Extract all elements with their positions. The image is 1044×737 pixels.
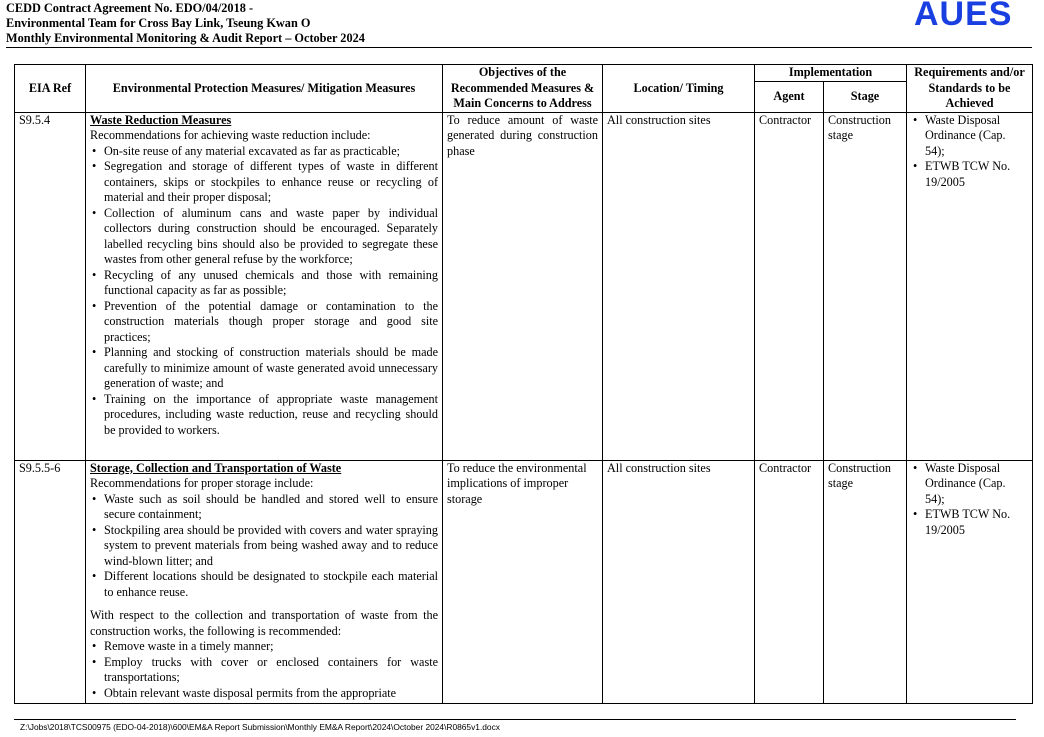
list-item: • Waste such as soil should be handled and stored well to ensure secure containment; <box>90 492 438 523</box>
requirements-list <box>911 113 1028 191</box>
stage-cell: Construction stage <box>824 112 907 460</box>
list-item: • Obtain relevant waste disposal permits from the appropriate <box>90 686 438 702</box>
col-stage: Stage <box>824 81 907 112</box>
list-item: • Recycling of any unused chemicals and those with remaining functional capacity as far as possible; <box>90 268 438 299</box>
header-line-3: Monthly Environmental Monitoring & Audit Report – October 2024 <box>6 31 365 45</box>
col-measures: Environmental Protection Measures/ Mitigation Measures <box>86 65 443 113</box>
list-item: • Waste Disposal Ordinance (Cap. 54); <box>911 113 1028 160</box>
list-item: • Training on the importance of appropriate waste management procedures, including waste reduction, reuse and recycling should be provided to workers. <box>90 392 438 439</box>
col-location: Location/ Timing <box>603 65 755 113</box>
list-item: • Employ trucks with cover or enclosed containers for waste transportations; <box>90 655 438 686</box>
requirements-cell <box>907 460 1033 704</box>
objective-cell: To reduce the environmental implications of improper storage <box>443 460 603 704</box>
measure-title: Waste Reduction Measures <box>90 112 232 127</box>
col-requirements: Requirements and/or Standards to be Achieved <box>907 65 1033 113</box>
objective-cell: To reduce amount of waste generated during construction phase <box>443 112 603 460</box>
list-item: • Waste Disposal Ordinance (Cap. 54); <box>911 461 1028 508</box>
table-header-row <box>15 65 1033 82</box>
paragraph-gap <box>90 600 438 608</box>
requirements-list <box>911 461 1028 539</box>
list-item: • Remove waste in a timely manner; <box>90 639 438 655</box>
eia-ref-cell: S9.5.4 <box>15 112 86 460</box>
document-header <box>6 1 365 46</box>
measure-intro: Recommendations for proper storage include: <box>90 476 314 490</box>
mitigation-measures-table <box>14 64 1033 704</box>
measures-cell <box>86 112 443 460</box>
list-item: • ETWB TCW No. 19/2005 <box>911 159 1028 190</box>
location-cell: All construction sites <box>603 460 755 704</box>
list-item: • Prevention of the potential damage or contamination to the construction materials though proper storage and good site practices; <box>90 299 438 346</box>
col-implementation: Implementation <box>755 65 907 82</box>
footer-rule <box>14 719 1016 720</box>
list-item: • Segregation and storage of different types of waste in different containers, skips or stockpiles to enhance reuse or recycling of material and their proper disposal; <box>90 159 438 206</box>
stage-cell: Construction stage <box>824 460 907 704</box>
measures-cell <box>86 460 443 704</box>
footer-file-path: Z:\Jobs\2018\TCS00975 (EDO-04-2018)\600\EM&A Report Submission\Monthly EM&A Report\2024\October 2024\R0865v1.docx <box>20 722 500 732</box>
requirements-cell <box>907 112 1033 460</box>
measure-intro: Recommendations for achieving waste reduction include: <box>90 128 371 142</box>
col-eia-ref: EIA Ref <box>15 65 86 113</box>
list-item: • Stockpiling area should be provided with covers and water spraying system to prevent materials from being washed away and to reduce wind-blown litter; and <box>90 523 438 570</box>
eia-ref-cell: S9.5.5-6 <box>15 460 86 704</box>
table-row <box>15 460 1033 704</box>
measure-list-2 <box>90 639 438 701</box>
measure-list <box>90 144 438 439</box>
header-rule <box>6 47 1032 48</box>
list-item: • On-site reuse of any material excavated as far as practicable; <box>90 144 438 160</box>
aues-logo: AUES <box>914 0 1013 33</box>
list-item: • Planning and stocking of construction materials should be made carefully to minimize amount of waste generated avoid unnecessary generation of waste; and <box>90 345 438 392</box>
col-objectives: Objectives of the Recommended Measures & Main Concerns to Address <box>443 65 603 113</box>
agent-cell: Contractor <box>755 112 824 460</box>
list-item: • ETWB TCW No. 19/2005 <box>911 507 1028 538</box>
header-line-1: CEDD Contract Agreement No. EDO/04/2018 - <box>6 1 254 15</box>
list-item: • Different locations should be designated to stockpile each material to enhance reuse. <box>90 569 438 600</box>
location-cell: All construction sites <box>603 112 755 460</box>
header-line-2: Environmental Team for Cross Bay Link, Tseung Kwan O <box>6 16 311 30</box>
table-row <box>15 112 1033 460</box>
list-item: • Collection of aluminum cans and waste paper by individual collectors during construction should be encouraged. Separately labelled recycling bins should also be provided to segregate these wastes from other general refuse by the workforce; <box>90 206 438 268</box>
measure-title: Storage, Collection and Transportation of Waste <box>90 460 342 475</box>
measure-list <box>90 492 438 601</box>
col-agent: Agent <box>755 81 824 112</box>
agent-cell: Contractor <box>755 460 824 704</box>
measure-intro-2: With respect to the collection and transportation of waste from the construction works, the following is recommended: <box>90 608 438 638</box>
